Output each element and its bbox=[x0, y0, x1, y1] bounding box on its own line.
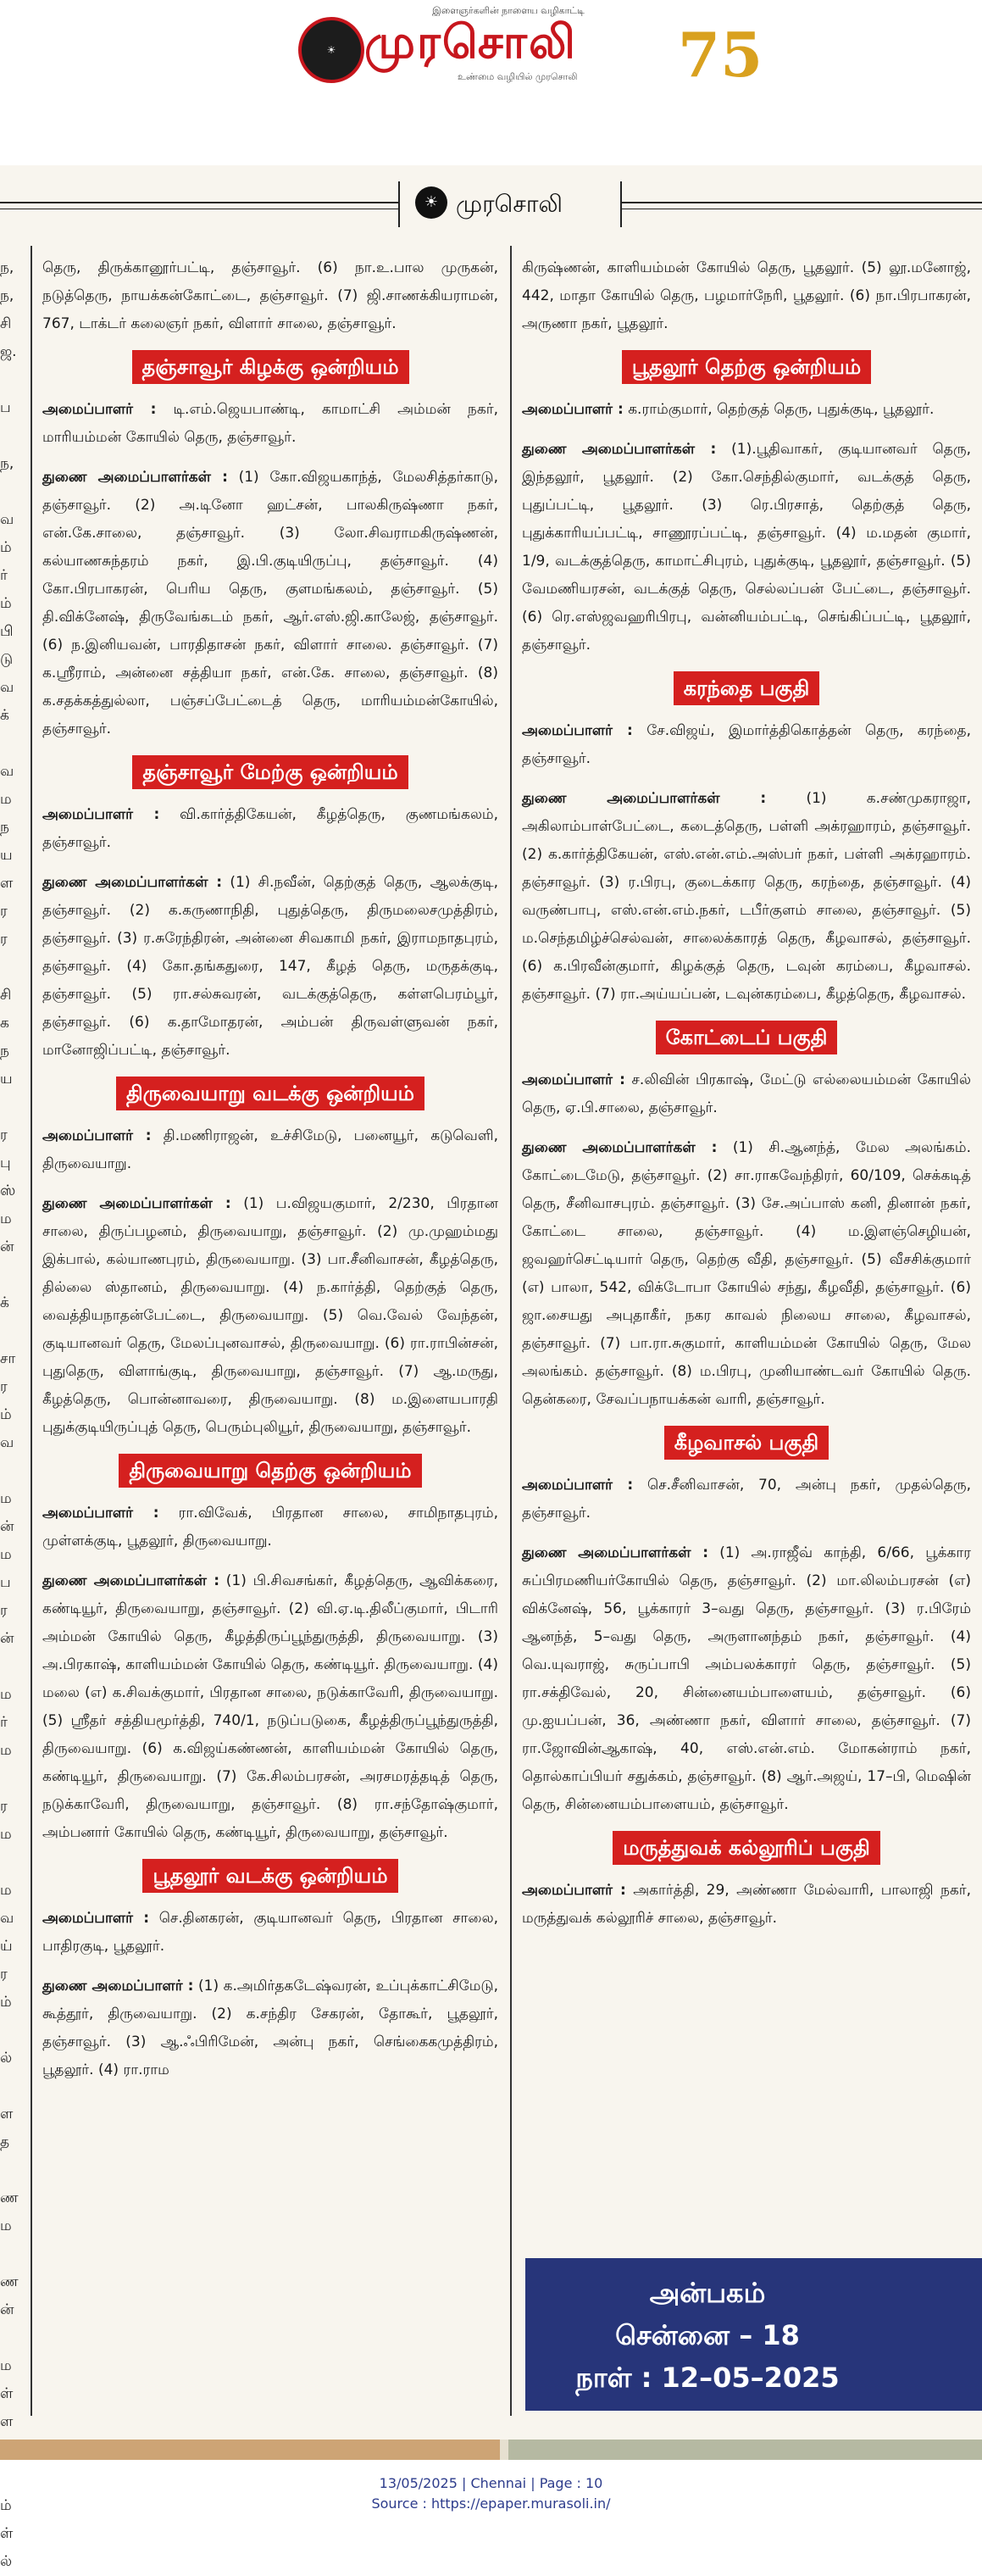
clipped-text-fragment: ர் bbox=[0, 1714, 8, 1731]
footer-source-link[interactable]: Source : https://epaper.murasoli.in/ bbox=[371, 2495, 611, 2512]
clipped-text-fragment bbox=[0, 1653, 24, 1681]
deputies-text: (1) சி.நவீன், தெற்குத் தெரு, ஆலக்குடி, தஞ்சாவூர். (2) க.கருணாநிதி, புதுத்தெரு, திருமலைசமுத்திரம், தஞ்சாவூர். (3) ர.சுரேந்திரன், அன்னை சிவகாமி நகர், இராமநாதபுரம், தஞ்சாவூர். (4) கோ.தங்கதுரை, 147, கீழத் தெரு, மருதக்குடி, தஞ்சாவூர். (5) ரா.சல்சுவரன், வடக்குத்தெரு, கள்ளபெரம்பூர், தஞ்சாவூர். (6) க.தாமோதரன், அம்பன் திருவள்ளுவன் நகர், மானோஜிப்பட்டி, தஞ்சாவூர். bbox=[42, 874, 499, 1059]
deputies-text: (1).பூதிவாகர், குடியானவர் தெரு, இந்தலூர், பூதலூர். (2) கோ.செந்தில்குமார், வடக்குத் தெரு, புதுப்பட்டி, பூதலூர். (3) ரெ.பிரசாத், தெற்குத் தெரு, புதுக்காரியப்பட்டி, சாணூரப்பட்டி, தஞ்சாவூர். (4) ம.மதன் குமார், 1/9, வடக்குத்தெரு, காமாட்சிபுரம், புதுக்குடி, பூதலூர், தஞ்சாவூர். (5) வேமணியரசன், வடக்குத் தெரு, செல்லப்பன் பேட்டை, தஞ்சாவூர். (6) ரெ.எஸ்ஜவஹரிபிரபு, வன்னியம்பட்டி, செங்கிப்பட்டி, பூதலூர், தஞ்சாவூர். bbox=[522, 441, 972, 654]
clipped-text-fragment: பி bbox=[0, 623, 14, 640]
clipped-text-fragment: வ bbox=[0, 1434, 14, 1451]
clipped-text-fragment bbox=[0, 1093, 24, 1121]
address-box bbox=[525, 2258, 982, 2411]
organizer-entry bbox=[522, 717, 971, 773]
clipped-text-fragment: ள bbox=[0, 2106, 14, 2123]
deputies-entry bbox=[522, 1539, 971, 1819]
section-heading: திருவையாறு தெற்கு ஒன்றியம் bbox=[119, 1454, 421, 1488]
clipped-text-fragment: ர bbox=[0, 931, 8, 948]
footer-dateline: 13/05/2025 | Chennai | Page : 10 bbox=[379, 2475, 603, 2491]
clipped-text-fragment: ண bbox=[0, 2273, 19, 2290]
masthead-subline: உண்மை வழியில் முரசொலி bbox=[458, 71, 578, 82]
clipped-text-fragment: சி bbox=[0, 987, 12, 1004]
clipped-text-fragment: ம் bbox=[0, 595, 12, 612]
organizer-text: அகார்த்தி, 29, அண்ணா மேல்வாரி, பாலாஜி நகர், மருத்துவக் கல்லூரிச் சாலை, தஞ்சாவூர். bbox=[522, 1882, 972, 1927]
deputies-label: துணை அமைப்பாளர்கள் : bbox=[522, 1544, 709, 1561]
deputies-label: துணை அமைப்பாளர்கள் : bbox=[522, 441, 717, 458]
clipped-text-fragment: வ bbox=[0, 1910, 14, 1927]
organizer-text: செ.சீனிவாசன், 70, அன்பு நகர், முதல்தெரு, தஞ்சாவூர். bbox=[522, 1477, 972, 1522]
deputies-text: (1) ப.விஜயகுமார், 2/230, பிரதான சாலை, திருப்பழனம், திருவையாறு, தஞ்சாவூர். (2) மு.முஹம்மது இக்பால், கல்யாணபுரம், திருவையாறு. (3) பா.சீனிவாசன், கீழத்தெரு, தில்லை ஸ்தானம், திருவையாறு. (4) ந.கார்த்தி, தெற்குத் தெரு, வைத்தியநாதன்பேட்டை, திருவையாறு. (5) வெ.வேல் வேந்தன், குடியானவர் தெரு, மேலப்புனவாசல், திருவையாறு. (6) ரா.ராபின்சன், புதுதெரு, விளாங்குடி, திருவையாறு, தஞ்சாவூர். (7) ஆ.மருது, கீழத்தெரு, பொன்னாவரை, திருவையாறு. (8) ம.இளையபாரதி புதுக்குடியிருப்புத் தெரு, பெரும்புலியூர், திருவையாறு, தஞ்சாவூர். bbox=[42, 1195, 499, 1436]
rising-sun-icon: ☀ bbox=[298, 17, 364, 83]
deputies-text: (1) க.சண்முகராஜா, அகிலாம்பாள்பேட்டை, கடைத்தெரு, பள்ளி அக்ரஹாரம், தஞ்சாவூர். (2) க.கார்த்திகேயன், எஸ்.என்.எம்.அஸ்பர் நகர், பள்ளி அக்ரஹாரம். தஞ்சாவூர். (3) ர.பிரபு, குடைக்கார தெரு, கரந்தை, தஞ்சாவூர். (4) வருண்பாபு, எஸ்.என்.எம்.நகர், டபீர்குளம் சாலை, தஞ்சாவூர். (5) ம.செந்தமிழ்ச்செல்வன், சாலைக்காரத் தெரு, கீழவாசல், தஞ்சாவூர். (6) க.பிரவீன்குமார், கிழக்குத் தெரு, டவுன் கரம்பை, கீழவாசல். தஞ்சாவூர். (7) ரா.அய்யப்பன், டவுன்கரம்பை, கீழத்தெரு, கீழவாசல். bbox=[522, 790, 972, 1003]
page-footer bbox=[0, 2473, 982, 2514]
column-intro: கிருஷ்ணன், காளியம்மன் கோயில் தெரு, பூதலூர். (5) லூ.மனோஜ், 442, மாதா கோயில் தெரு, பழமார்நேரி, பூதலூர். (6) நா.பிரபாகரன், அருணா நகர், பூதலூர். bbox=[522, 259, 971, 332]
column-divider bbox=[31, 246, 32, 2416]
column-divider bbox=[510, 246, 512, 2416]
deputies-text: (1) பி.சிவசங்கர், கீழத்தெரு, ஆவிக்கரை, கண்டியூர், திருவையாறு, தஞ்சாவூர். (2) வி.ஏ.டி.திலீப்குமார், பிடாரி அம்மன் கோயில் தெரு, கீழத்திருப்பூந்துருத்தி, திருவையாறு. (3) அ.பிரகாஷ், காளியம்மன் கோயில் தெரு, கண்டியூர். திருவையாறு. (4) மலை (எ) க.சிவக்குமார், பிரதான சாலை, நடுக்காவேரி, திருவையாறு. (5) ஸ்ரீதர் சத்தியமூர்த்தி, 740/1, நடுப்படுகை, கீழத்திருப்பூந்துருத்தி, திருவையாறு. (6) க.விஜய்கண்ணன், காளியம்மன் கோயில் தெரு, கண்டியூர், திருவையாறு. (7) கே.சிலம்பரசன், அரசமரத்தடித் தெரு, நடுக்காவேரி, திருவையாறு, தஞ்சாவூர். (8) ரா.சந்தோஷ்குமார், அம்பனார் கோயில் தெரு, கண்டியூர், திருவையாறு, தஞ்சாவூர். bbox=[42, 1572, 499, 1841]
clipped-text-fragment: ம bbox=[0, 2357, 12, 2374]
clipped-text-fragment: ர bbox=[0, 903, 8, 920]
clipped-text-fragment: ம் bbox=[0, 1406, 12, 1423]
clipped-text-fragment: வ bbox=[0, 511, 14, 528]
section-heading: பூதலூர் வடக்கு ஒன்றியம் bbox=[142, 1859, 397, 1893]
clipped-text-fragment: ள bbox=[0, 875, 14, 892]
clipped-text-fragment: ன் bbox=[0, 1630, 14, 1647]
organizer-label: அமைப்பாளர் : bbox=[522, 1071, 625, 1088]
left-column-fragment bbox=[0, 254, 24, 2576]
organizer-label: அமைப்பாளர் : bbox=[42, 1127, 152, 1144]
clipped-text-fragment: ய bbox=[0, 1071, 13, 1088]
clipped-text-fragment: க் bbox=[0, 1294, 9, 1311]
deputies-text: (1) க.அமிர்தகடேஷ்வரன், உப்புக்காட்சிமேடு, கூத்தூர், திருவையாறு. (2) க.சந்திர சேகரன், தோகூர், பூதலூர், தஞ்சாவூர். (3) ஆ.ஃபிரிமேன், அன்பு நகர், செங்கைகமுத்திரம், பூதலூர். (4) ரா.ராம bbox=[42, 1978, 498, 2078]
organizer-entry bbox=[522, 1472, 971, 1527]
masthead-logo: முரசொலி bbox=[364, 15, 577, 69]
clipped-text-fragment: ந bbox=[0, 819, 9, 836]
address-line: அன்பகம் bbox=[649, 2277, 766, 2309]
deputies-text: (1) கோ.விஜயகாந்த், மேலசித்தர்காடு, தஞ்சாவூர். (2) அ.டினோ ஹட்சன், பாலகிருஷ்ணா நகர், என்.கே.சாலை, தஞ்சாவூர். (3) லோ.சிவராமகிருஷ்ணன், கல்யாணசுந்தரம் நகர், இ.பி.குடியிருப்பு, தஞ்சாவூர். (4) கோ.பிரபாகரன், பெரிய தெரு, குளமங்கலம், தஞ்சாவூர். (5) தி.விக்னேஷ், திருவேங்கடம் நகர், ஆர்.எஸ்.ஜி.காலேஜ், தஞ்சாவூர். (6) ந.இனியவன், பாரதிதாசன் நகர், விளார் சாலை. தஞ்சாவூர். (7) க.ஸ்ரீராம், அன்னை சத்தியா நகர், என்.கே. சாலை, தஞ்சாவூர். (8) க.சதக்கத்துல்லா, பஞ்சப்பேட்டைத் தெரு, மாரியம்மன்கோயில், தஞ்சாவூர். bbox=[42, 469, 498, 737]
clipped-text-fragment: ம bbox=[0, 1210, 12, 1227]
clipped-text-fragment bbox=[0, 2156, 24, 2184]
address-date: நாள் : 12–05–2025 bbox=[575, 2362, 840, 2394]
clipped-text-fragment bbox=[0, 730, 24, 758]
clipped-text-fragment bbox=[0, 954, 24, 982]
organizer-label: அமைப்பாளர் : bbox=[42, 1910, 150, 1927]
organizer-label: அமைப்பாளர் : bbox=[42, 401, 157, 418]
deputies-entry bbox=[42, 464, 498, 743]
clipped-text-fragment bbox=[0, 1457, 24, 1485]
section-heading-wrap bbox=[522, 671, 971, 705]
deputies-label: துணை அமைப்பாளர்கள் : bbox=[42, 874, 223, 891]
next-article-image bbox=[508, 2440, 982, 2460]
clipped-text-fragment: ஸ் bbox=[0, 1182, 16, 1199]
clipped-text-fragment bbox=[0, 1849, 24, 1877]
organizer-label: அமைப்பாளர் : bbox=[522, 1882, 626, 1899]
clipped-text-fragment: ம bbox=[0, 1742, 12, 1759]
clipped-text-fragment: ம bbox=[0, 1826, 12, 1843]
organizer-label: அமைப்பாளர் : bbox=[42, 806, 160, 823]
section-heading: கரந்தை பகுதி bbox=[674, 671, 820, 705]
clipped-text-fragment: ம் bbox=[0, 2497, 12, 2514]
deputies-entry bbox=[42, 869, 498, 1065]
organizer-text: செ.தினகரன், குடியானவர் தெரு, பிரதான சாலை, பாதிரகுடி, பூதலூர். bbox=[42, 1910, 499, 1955]
clipped-text-fragment bbox=[0, 366, 24, 394]
section-heading: தஞ்சாவூர் கிழக்கு ஒன்றியம் bbox=[132, 350, 409, 384]
organizer-entry bbox=[42, 1905, 498, 1961]
clipped-text-fragment: ர bbox=[0, 1602, 8, 1619]
section-heading-wrap bbox=[42, 1454, 498, 1488]
section-heading-wrap bbox=[42, 350, 498, 384]
deputies-label: துணை அமைப்பாளர்கள் : bbox=[42, 1195, 231, 1212]
clipped-text-fragment bbox=[0, 422, 24, 450]
deputies-text: (1) அ.ராஜீவ் காந்தி, 6/66, பூக்கார சுப்பிரமணியர்கோயில் தெரு, தஞ்சாவூர். (2) மா.லிலம்பரசன் (எ) விக்னேஷ், 56, பூக்காரர் 3–வது தெரு, தஞ்சாவூர். (3) ர.பிரேம் ஆனந்த், 5–வது தெரு, அருளானந்தம் நகர், தஞ்சாவூர். (4) வெ.யுவராஜ், சுருப்பாபி அம்பலக்காரர் தெரு, தஞ்சாவூர். (5) ரா.சக்திவேல், 20, சின்னையம்பாளையம், தஞ்சாவூர். (6) மு.ஐயப்பன், 36, அண்ணா நகர், விளார் சாலை, தஞ்சாவூர். (7) ரா.ஜோவின்ஆகாஷ், 40, எஸ்.என்.எம். மோகன்ராம் நகர், தொல்காப்பியர் சதுக்கம், தஞ்சாவூர். (8) ஆர்.அஜய், 17–பி, மெஷின் தெரு, சின்னையம்பாளையம், தஞ்சாவூர். bbox=[522, 1544, 971, 1813]
clipped-text-fragment: ம bbox=[0, 791, 12, 808]
clipped-text-fragment bbox=[0, 2240, 24, 2268]
clipped-text-fragment: ம bbox=[0, 1490, 12, 1507]
clipped-text-fragment: ய bbox=[0, 847, 13, 864]
clipped-text-fragment: வ bbox=[0, 679, 14, 696]
clipped-text-fragment: ம் bbox=[0, 1994, 12, 2011]
organizer-label: அமைப்பாளர் : bbox=[522, 722, 633, 739]
organizer-entry bbox=[42, 1122, 498, 1178]
organizer-label: அமைப்பாளர் : bbox=[42, 1505, 159, 1522]
organizer-text: டி.எம்.ஜெயபாண்டி, காமாட்சி அம்மன் நகர், மாரியம்மன் கோயில் தெரு, தஞ்சாவூர். bbox=[42, 401, 499, 446]
deputies-entry bbox=[522, 436, 971, 659]
clipped-text-fragment: பு bbox=[0, 1154, 11, 1171]
clipped-text-fragment: ஜ. bbox=[0, 343, 17, 360]
clipped-text-fragment: சி bbox=[0, 315, 12, 332]
clipped-text-fragment bbox=[0, 1765, 24, 1793]
clipped-text-fragment: ய் bbox=[0, 1938, 13, 1955]
section-heading-wrap bbox=[522, 1021, 971, 1054]
anniversary-badge: 75 bbox=[678, 19, 763, 91]
address-city: சென்னை – 18 bbox=[615, 2319, 800, 2351]
clipped-text-fragment: க் bbox=[0, 707, 9, 724]
organizer-text: தி.மணிராஜன், உச்சிமேடு, பனையூர், கடுவெளி, திருவையாறு. bbox=[42, 1127, 498, 1172]
clipped-text-fragment: ம bbox=[0, 1686, 12, 1703]
clipped-text-fragment: ர bbox=[0, 1966, 8, 1983]
organizer-text: க.ராம்குமார், தெற்குத் தெரு, புதுக்குடி, பூதலூர். bbox=[628, 401, 935, 418]
section-heading-wrap bbox=[42, 1077, 498, 1110]
clipped-text-fragment: ள bbox=[0, 2413, 14, 2430]
middle-column bbox=[42, 254, 498, 2096]
organizer-entry bbox=[42, 396, 498, 452]
next-article-image bbox=[0, 2440, 500, 2460]
section-heading-wrap bbox=[42, 755, 498, 789]
deputies-label: துணை அமைப்பாளர்கள் : bbox=[42, 1572, 220, 1589]
column-intro: தெரு, திருக்கானூர்பட்டி, தஞ்சாவூர். (6) நா.உ.பால முருகன், நடுத்தெரு, நாயக்கன்கோட்டை, தஞ்சாவூர். (7) ஜி.சாணக்கியராமன், 767, டாக்டர் கலைஞர் நகர், விளார் சாலை, தஞ்சாவூர். bbox=[42, 259, 498, 332]
right-column bbox=[522, 254, 971, 1945]
deputies-label: துணை அமைப்பாளர்கள் : bbox=[42, 469, 228, 486]
section-heading-wrap bbox=[522, 1831, 971, 1865]
deputies-entry bbox=[522, 1134, 971, 1414]
deputies-label: துணை அமைப்பாளர் : bbox=[42, 1978, 194, 1995]
section-heading: திருவையாறு வடக்கு ஒன்றியம் bbox=[116, 1077, 424, 1110]
clipped-text-fragment: ர bbox=[0, 1127, 8, 1143]
clipped-text-fragment: ர் bbox=[0, 567, 8, 584]
section-heading: கோட்டைப் பகுதி bbox=[656, 1021, 838, 1054]
clipped-text-fragment: ன் bbox=[0, 1238, 14, 1255]
section-heading: பூதலூர் தெற்கு ஒன்றியம் bbox=[622, 350, 871, 384]
clipped-text-fragment: ள் bbox=[0, 2385, 14, 2402]
deputies-entry bbox=[42, 1190, 498, 1442]
clipped-text-fragment: வ bbox=[0, 763, 14, 780]
masthead bbox=[0, 0, 982, 127]
organizer-entry bbox=[522, 1066, 971, 1122]
clipped-text-fragment: ம bbox=[0, 1882, 12, 1899]
clipped-text-fragment: க bbox=[0, 1015, 9, 1032]
clipped-text-fragment bbox=[0, 2072, 24, 2100]
section-heading: கீழவாசல் பகுதி bbox=[664, 1426, 829, 1460]
clipped-text-fragment bbox=[0, 2017, 24, 2045]
clipped-text-fragment: ர bbox=[0, 1798, 8, 1815]
organizer-text: ரா.விவேக், பிரதான சாலை, சாமிநாதபுரம், முள்ளக்குடி, பூதலூர், திருவையாறு. bbox=[42, 1505, 499, 1549]
clipped-text-fragment: ல் bbox=[0, 2553, 13, 2570]
clipped-text-fragment: த bbox=[0, 2134, 10, 2150]
clipped-text-fragment: ன் bbox=[0, 1518, 14, 1535]
clipped-text-fragment: ம் bbox=[0, 539, 12, 556]
clipped-text-fragment: சா bbox=[0, 1350, 16, 1367]
clipped-text-fragment bbox=[0, 2324, 24, 2352]
organizer-label: அமைப்பாளர் : bbox=[522, 1477, 634, 1494]
clipped-text-fragment: ந, bbox=[0, 455, 14, 472]
organizer-label: அமைப்பாளர் : bbox=[522, 401, 624, 418]
organizer-entry bbox=[42, 801, 498, 857]
section-heading-wrap bbox=[522, 350, 971, 384]
section-brand-name: முரசொலி bbox=[456, 190, 563, 218]
clipped-text-fragment: ர bbox=[0, 1378, 8, 1395]
clipped-text-fragment: ம bbox=[0, 2217, 12, 2234]
section-heading: மருத்துவக் கல்லூரிப் பகுதி bbox=[613, 1831, 880, 1865]
deputies-label: துணை அமைப்பாளர்கள் : bbox=[522, 1139, 718, 1156]
section-heading-wrap bbox=[522, 1426, 971, 1460]
clipped-text-fragment: டு bbox=[0, 651, 14, 668]
organizer-text: வி.கார்த்திகேயன், கீழத்தெரு, குணமங்கலம், தஞ்சாவூர். bbox=[42, 806, 499, 851]
deputies-entry bbox=[42, 1972, 498, 2084]
clipped-text-fragment bbox=[0, 478, 24, 506]
clipped-text-fragment: ண bbox=[0, 2189, 19, 2206]
clipped-text-fragment: ல் bbox=[0, 2050, 13, 2067]
clipped-text-fragment: ந, bbox=[0, 259, 14, 276]
section-brand bbox=[398, 181, 622, 227]
section-heading: தஞ்சாவூர் மேற்கு ஒன்றியம் bbox=[132, 755, 408, 789]
clipped-text-fragment: ப bbox=[0, 399, 11, 416]
clipped-text-fragment: ந, bbox=[0, 287, 14, 304]
deputies-entry bbox=[42, 1567, 498, 1847]
masthead-tagline: இளைஞர்களின் நாளைய வழிகாட்டி bbox=[432, 5, 585, 16]
clipped-text-fragment: ந bbox=[0, 1043, 9, 1060]
organizer-entry bbox=[522, 1877, 971, 1933]
organizer-entry bbox=[42, 1499, 498, 1555]
clipped-text-fragment: ப bbox=[0, 1574, 11, 1591]
organizer-text: சே.விஜய், இமார்த்திகொத்தன் தெரு, கரந்தை, தஞ்சாவூர். bbox=[522, 722, 972, 767]
clipped-text-fragment: ன் bbox=[0, 2301, 14, 2318]
deputies-text: (1) சி.ஆனந்த், மேல அலங்கம். கோட்டைமேடு, தஞ்சாவூர். (2) சா.ராகவேந்திரர், 60/109, செக்கடித் தெரு, சீனிவாசபுரம். தஞ்சாவூர். (3) சே.அப்பாஸ் கனி, தினான் நகர், கோட்டை சாலை, தஞ்சாவூர். (4) ம.இளஞ்செழியன், ஜவஹர்செட்டியார் தெரு, தெற்கு வீதி, தஞ்சாவூர். (5) வீசசிக்குமார் (எ) பாலா, 542, விக்டோபா கோயில் சந்து, கீழவீதி, தஞ்சாவூர். (6) ஜா.சையது அபுதாகீர், நகர காவல் நிலைய சாலை, கீழவாசல், தஞ்சாவூர். (7) பா.ரா.சுகுமார், காளியம்மன் கோயில் தெரு, மேல அலங்கம். தஞ்சாவூர். (8) ம.பிரபு, முனியாண்டவர் கோயில் தெரு. தென்கரை, சேவப்பநாயக்கன் வாரி, தஞ்சாவூர். bbox=[522, 1139, 972, 1408]
clipped-text-fragment bbox=[0, 1317, 24, 1345]
organizer-entry bbox=[522, 396, 971, 424]
clipped-text-fragment: ள் bbox=[0, 2525, 14, 2542]
clipped-text-fragment bbox=[0, 1261, 24, 1289]
organizer-text: ச.லிவின் பிரகாஷ், மேட்டு எல்லையம்மன் கோயில் தெரு, ஏ.பி.சாலை, தஞ்சாவூர். bbox=[522, 1071, 971, 1116]
deputies-entry bbox=[522, 785, 971, 1009]
section-heading-wrap bbox=[42, 1859, 498, 1893]
clipped-text-fragment: ம bbox=[0, 1546, 12, 1563]
deputies-label: துணை அமைப்பாளர்கள் : bbox=[522, 790, 767, 807]
rising-sun-icon: ☀ bbox=[415, 186, 447, 219]
